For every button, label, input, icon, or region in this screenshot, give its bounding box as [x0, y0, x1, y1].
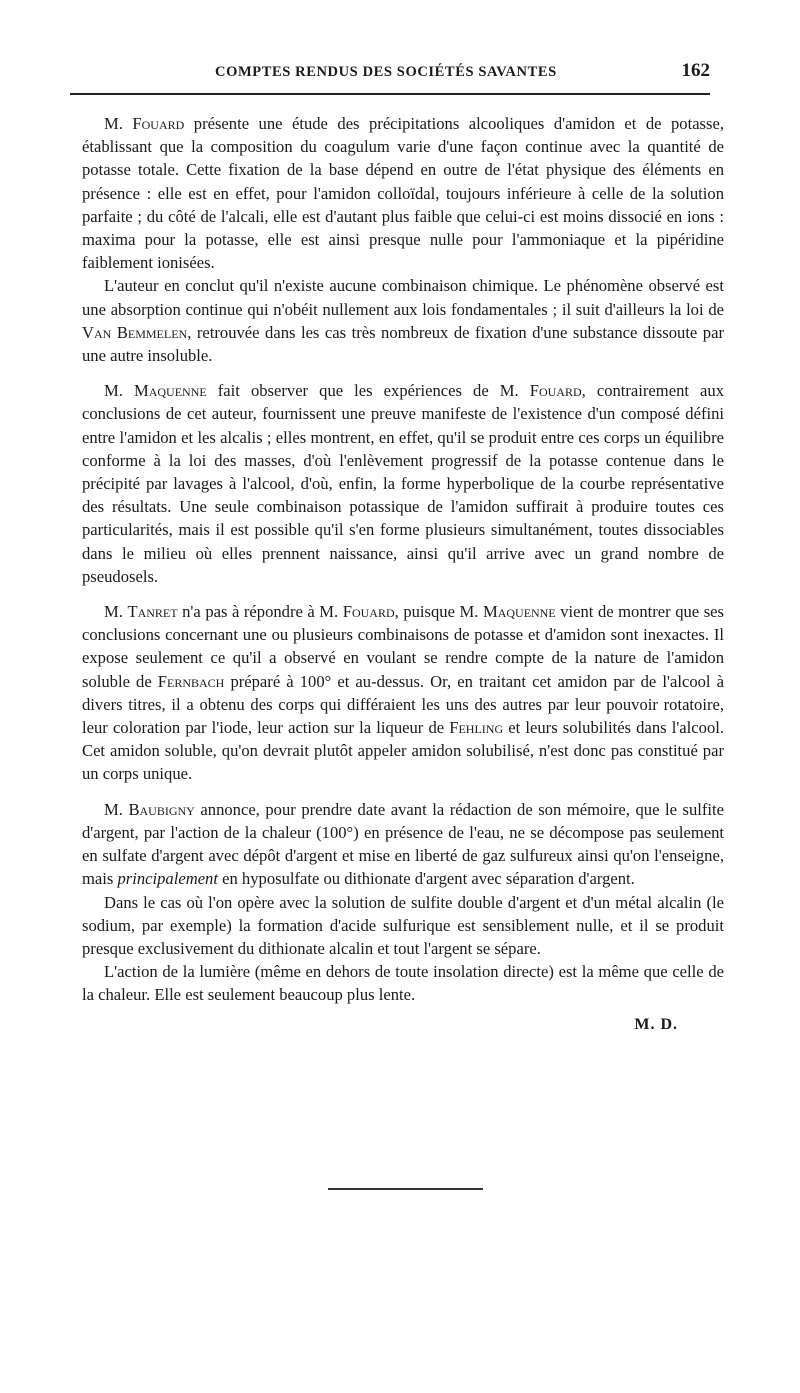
- speaker-name: Maquenne: [133, 381, 207, 401]
- paragraph-text: n'a pas à répondre à M.: [177, 602, 343, 622]
- paragraph-text: en hyposulfate ou dithionate d'argent avec séparation d'argent.: [217, 869, 635, 889]
- paragraph-conclusion: [82, 274, 724, 367]
- cited-name: Fouard: [529, 381, 582, 401]
- page-number: 162: [681, 60, 710, 81]
- cited-name: Van Bemmelen: [82, 322, 188, 342]
- end-rule: [328, 1188, 483, 1190]
- paragraph-text: fait observer que les expériences de M.: [206, 381, 530, 401]
- speaker-name: Tanret: [127, 602, 178, 622]
- speaker-prefix: M.: [104, 602, 128, 622]
- speaker-prefix: M.: [104, 799, 129, 819]
- paragraph-text: annonce, pour prendre date avant la rédaction de son mémoire, que le sulfite d'argent, par l'action de la chaleur (100°) en présence de l'eau, ne se décompose pas seulement en sulfate d'argent avec dépôt d'argent et mise en liberté de gaz sulfureux ainsi qu'on l'enseigne, mais: [82, 799, 724, 889]
- speaker-name: Baubigny: [128, 799, 195, 819]
- paragraph-light: L'action de la lumière (même en dehors de toute insolation directe) est la même que celle de la chaleur. Elle est seulement beaucoup plus lente.: [82, 962, 724, 1005]
- speaker-prefix: M.: [104, 114, 133, 133]
- paragraph-text: présente une étude des précipitations alcooliques d'amidon et de potasse, établissant que la composition du coagulum varie d'une façon continue avec la quantité de potasse totale. Cette fixation de la base dépend en outre de l'état physique des éléments en présence : elle est en effet, pour l'amidon colloïdal, toujours inférieure à celle de la solution parfaite ; du côté de l'alcali, elle est d'autant plus faible que celui-ci est moins dissocié en ions : maxima pour la potasse, elle est ainsi presque nulle pour l'ammoniaque et la pipéridine faiblement ionisées.: [82, 114, 724, 273]
- header-rule: [70, 93, 710, 95]
- paragraph-text: , contrairement aux conclusions de cet auteur, fournissent une preuve manifeste de l'existence d'un composé défini entre l'amidon et les alcalis ; elles montrent, en effet, qu'il se produit entre ces corps un équilibre conforme à la loi des masses, d'où l'enlèvement progressif de la potasse contenue dans le précipité par lavages à l'alcool, d'où, enfin, la forme hyperbolique de la courbe représentative des résultats. Une seule combinaison potassique de l'amidon suffirait à produire toutes ces particularités, mais il est possible qu'il s'en forme plusieurs simultanément, toutes dissociables dans le milieu où elles prennent naissance, ainsi qu'il arrive avec un grand nombre de pseudosels.: [82, 381, 724, 586]
- paragraph-baubigny: [82, 798, 724, 891]
- cited-name: Maquenne: [482, 602, 556, 622]
- article-body: [82, 112, 724, 1036]
- cited-name: Fouard: [342, 602, 395, 622]
- speaker-prefix: M.: [104, 381, 134, 401]
- paragraph-text: , retrouvée dans les cas très nombreux de fixation d'une substance dissoute par une autre insoluble.: [82, 322, 724, 366]
- cited-name: Fernbach: [157, 671, 225, 691]
- paragraph-text: et leurs solubilités dans l'alcool. Cet amidon soluble, qu'on devrait plutôt appeler amidon solubilisé, n'est donc pas constitué par un corps unique.: [82, 718, 725, 784]
- speaker-name: Fouard: [132, 114, 185, 133]
- signature: M. D.: [634, 1015, 678, 1033]
- paragraph-fouard: [82, 112, 724, 274]
- running-head: COMPTES RENDUS DES SOCIÉTÉS SAVANTES: [215, 64, 557, 80]
- page-header: [70, 60, 710, 86]
- paragraph-maquenne: [82, 379, 724, 588]
- paragraph-double-sulfite: Dans le cas où l'on opère avec la solution de sulfite double d'argent et d'un métal alcalin (le sodium, par exemple) la formation d'acide sulfurique est sensiblement nulle, et il se produit presque exclusivement du dithionate alcalin et tout l'argent se sépare.: [82, 892, 724, 958]
- paragraph-tanret: [82, 600, 724, 786]
- paragraph-text: vient de montrer que ses conclusions concernant une ou plusieurs combinaisons de potasse et d'amidon sont inexactes. Il expose seulement ce qu'il a observé en voulant se rendre compte de la nature de l'amidon soluble de: [82, 602, 724, 691]
- paragraph-text: L'auteur en conclut qu'il n'existe aucune combinaison chimique. Le phénomène observé est une absorption continue qui n'obéit nullement aux lois fondamentales ; il suit d'ailleurs la loi de: [82, 276, 724, 319]
- cited-name: Fehling: [449, 718, 504, 738]
- paragraph-text: , puisque M.: [394, 602, 483, 622]
- emphasis: principalement: [117, 869, 218, 889]
- paragraph-text: préparé à 100° et au-dessus. Or, en traitant cet amidon par de l'alcool à divers titres, il a obtenu des corps qui différaient les uns des autres par leur pouvoir rotatoire, leur coloration par l'iode, leur action sur la liqueur de: [82, 671, 724, 738]
